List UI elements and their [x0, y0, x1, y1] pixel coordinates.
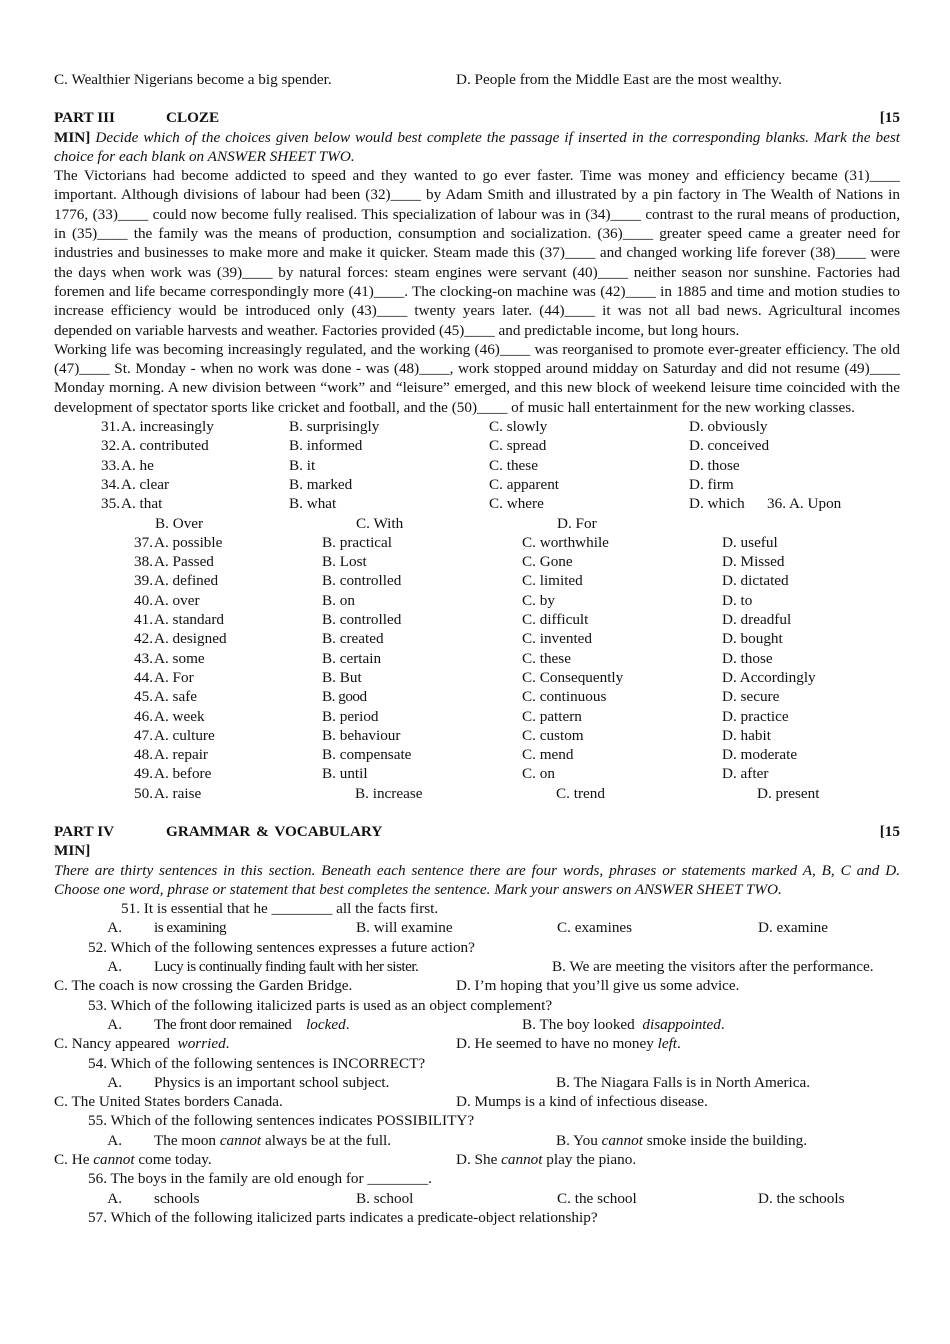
question-57-stem: 57. Which of the following italicized parts indicates a predicate-object relationship?	[88, 1208, 598, 1226]
part4-time: [15	[879, 822, 900, 840]
option-d: D. People from the Middle East are the most wealthy.	[456, 71, 782, 88]
list-item: 38. A. Passed B. Lost C. Gone D. Missed	[134, 553, 785, 571]
part3-time-close: MIN]	[54, 128, 91, 146]
list-item: 33. A. he B. it C. these D. those	[101, 456, 740, 474]
question-54-options-cd: C. The United States borders Canada. D. Mumps is a kind of infectious disease.	[54, 1093, 708, 1111]
question-51-stem: 51. It is essential that he ________ all the facts first.	[121, 900, 439, 918]
list-item: 50. A. raise B. increase C. trend D. present	[134, 784, 820, 802]
cloze-options-b	[54, 533, 900, 803]
list-item: 47. A. culture B. behaviour C. custom D. habit	[134, 726, 771, 744]
part4-time-close: MIN]	[54, 842, 91, 860]
exam-page	[54, 70, 900, 1227]
list-item: 34. A. clear B. marked C. apparent D. firm	[101, 475, 734, 493]
list-item: 42. A. designed B. created C. invented D. bought	[134, 630, 783, 648]
question-51-options: A. is examining B. will examine C. examines D. examine	[107, 919, 829, 937]
list-item: B. Over C. With D. For	[155, 514, 597, 532]
question-56-options: A. schools B. school C. the school D. the schools	[107, 1189, 845, 1207]
question-53-options-cd: C. Nancy appeared worried. D. He seemed to have no money left.	[54, 1035, 681, 1053]
part3-instruction: MIN] Decide which of the choices given below would best complete the passage if inserted in the corresponding blanks. Mark the best choice for each blank on ANSWER SHEET TWO.	[54, 128, 901, 165]
list-item: 41. A. standard B. controlled C. difficult D. dreadful	[134, 611, 792, 629]
part3-number: PART III	[54, 109, 115, 127]
question-53-options-ab: A. The front door remained locked. B. The boy looked disappointed.	[107, 1015, 725, 1033]
part4-number: PART IV	[54, 822, 115, 840]
question-55-options-ab: A. The moon cannot always be at the full. B. You cannot smoke inside the building.	[107, 1131, 808, 1149]
list-item: 45. A. safe B. good C. continuous D. secure	[134, 688, 780, 706]
list-item: 49. A. before B. until C. on D. after	[134, 765, 769, 783]
part3-header	[54, 108, 900, 127]
question-52-options-ab: A. Lucy is continually finding fault with her sister. B. We are meeting the visitors after the performance.	[107, 958, 874, 976]
question-56-stem: 56. The boys in the family are old enough for ________.	[88, 1170, 432, 1188]
question-55-stem: 55. Which of the following sentences indicates POSSIBILITY?	[88, 1112, 475, 1130]
prev-question-options	[54, 70, 900, 89]
option-c: C. Wealthier Nigerians become a big spender.	[54, 71, 332, 88]
list-item: 31. A. increasingly B. surprisingly C. slowly D. obviously	[101, 418, 768, 436]
list-item: 40. A. over B. on C. by D. to	[134, 591, 753, 609]
part3-title: CLOZE	[166, 109, 220, 127]
passage-paragraph-1: The Victorians had become addicted to speed and they wanted to go ever faster. Time was money and efficiency became (31)____ important. Although divisions of labour had been (32)____ by Adam Smith and illustrated by a pin factory in The Wealth of Nations in 1776, (33)____ could now become fully realised. This specialization of labour was in (34)____ contrast to the rural means of production, in (35)____ the family was the means of production, consumption and socialization. (36)____ greater speed came a greater need for industries and businesses to make more and make it quicker. Steam made this (37)____ and changed working life forever (38)____ were the days when work was (39)____ by natural forces: steam engines were servant (40)____ neither season nor sunshine. Factories had foremen and life became correspondingly more (41)____. The clocking-on machine was (42)____ in 1885 and time and motion studies to increase efficiency would be introduced only (43)____ twenty years later. (44)____ it was not all bad news. Agricultural incomes depended on variable harvests and weather. Factories provided (45)____ and predictable income, but long hours.	[54, 167, 900, 339]
list-item: 37. A. possible B. practical C. worthwhile D. useful	[134, 533, 778, 551]
question-52-stem: 52. Which of the following sentences expresses a future action?	[88, 938, 475, 956]
question-52-options-cd: C. The coach is now crossing the Garden Bridge. D. I’m hoping that you’ll give us some advice.	[54, 977, 740, 995]
part4-title: GRAMMAR & VOCABULARY	[166, 822, 383, 840]
part3-time: [15	[879, 109, 900, 127]
list-item: 46. A. week B. period C. pattern D. practice	[134, 707, 789, 725]
cloze-options-a	[54, 417, 900, 533]
part4-header	[54, 822, 900, 841]
part4-instruction: There are thirty sentences in this section. Beneath each sentence there are four words, phrases or statements marked A, B, C and D. Choose one word, phrase or statement that best completes the sentence. Mark your answers on ANSWER SHEET TWO.	[54, 861, 900, 898]
list-item: 43. A. some B. certain C. these D. those	[134, 649, 773, 667]
list-item: 39. A. defined B. controlled C. limited D. dictated	[134, 572, 789, 590]
question-53-stem: 53. Which of the following italicized parts is used as an object complement?	[88, 996, 553, 1014]
question-54-options-ab: A. Physics is an important school subject. B. The Niagara Falls is in North America.	[107, 1073, 811, 1091]
list-item: 48. A. repair B. compensate C. mend D. moderate	[134, 746, 798, 764]
list-item: 35. A. that B. what C. where D. which 36. A. Upon	[101, 495, 842, 513]
list-item: 44. A. For B. But C. Consequently D. Accordingly	[134, 668, 816, 686]
question-54-stem: 54. Which of the following sentences is INCORRECT?	[88, 1054, 426, 1072]
list-item: 32. A. contributed B. informed C. spread D. conceived	[101, 437, 770, 455]
question-55-options-cd: C. He cannot come today. D. She cannot play the piano.	[54, 1151, 637, 1169]
passage-paragraph-2: Working life was becoming increasingly regulated, and the working (46)____ was reorganised to promote ever-greater efficiency. The old (47)____ St. Monday - when no work was done - was (48)____, work stopped around midday on Saturday and did not resume (49)____ Monday morning. A new division between “work” and “leisure” emerged, and this new block of weekend leisure time coincided with the development of spectator sports like cricket and football, and the (50)____ of music hall entertainment for the new working classes.	[54, 340, 900, 416]
